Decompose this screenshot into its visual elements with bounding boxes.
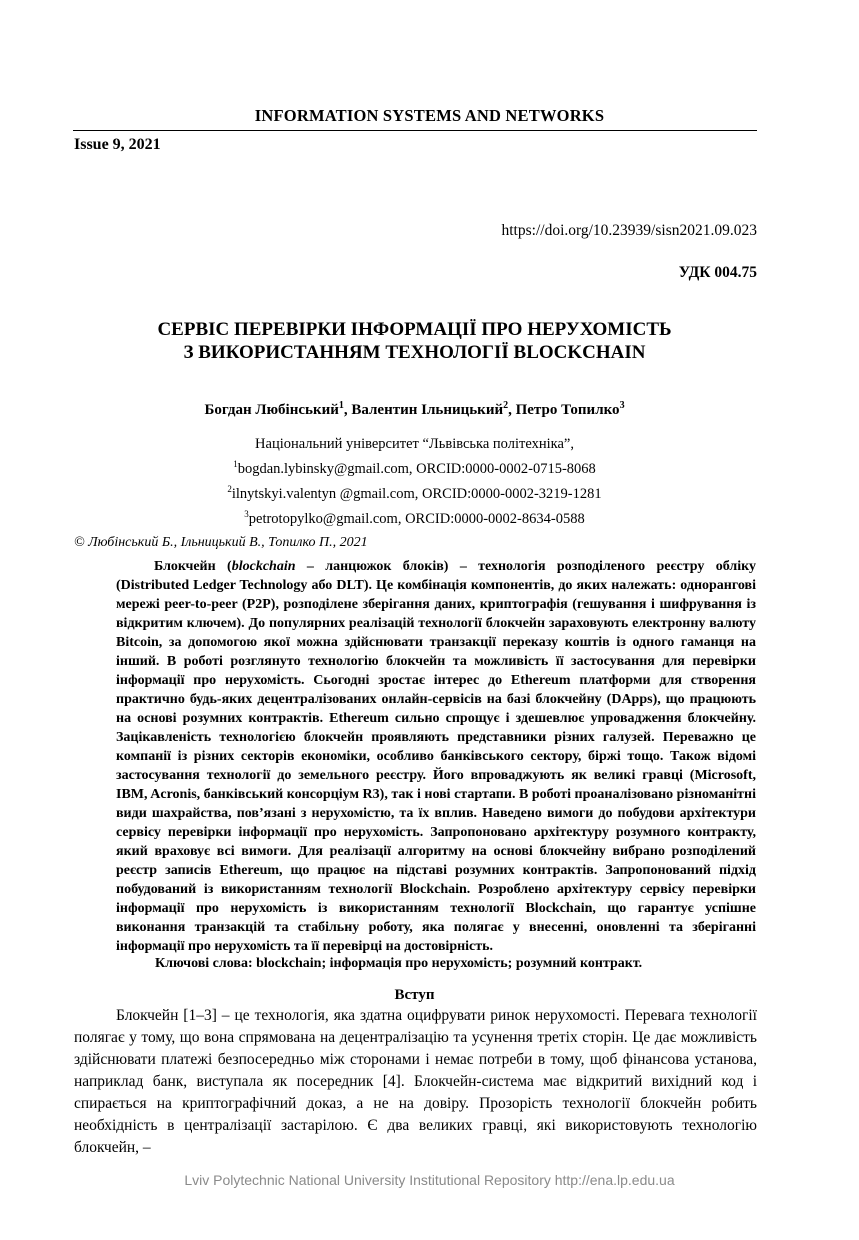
issue-label: Issue 9, 2021 xyxy=(74,136,161,153)
keywords: Ключові слова: blockchain; інформація про нерухомість; розумний контракт. xyxy=(155,956,643,971)
contact-text[interactable]: ilnytskyi.valentyn @gmail.com, ORCID:0000-0002-3219-1281 xyxy=(231,485,602,502)
doi-link[interactable]: https://doi.org/10.23939/sisn2021.09.023 xyxy=(501,222,757,239)
author-name: Валентин Ільницький xyxy=(351,402,504,418)
author-separator: , xyxy=(508,402,516,418)
copyright-notice: © Любінський Б., Ільницький В., Топилко П., 2021 xyxy=(74,535,368,550)
university-name: Національний університет “Львівська політехніка”, xyxy=(255,436,574,452)
author-affil-number: 1 xyxy=(338,400,344,411)
intro-paragraph: Блокчейн [1–3] – це технологія, яка здатна оцифрувати ринок нерухомості. Перевага технології полягає у тому, що вона спрямована на децентралізацію та усунення третіх сторін. Це дає можливість здійснювати платежі безпосередньо між сторонами і немає потреби в тому, щоб фінансова установа, наприклад банк, виступала як посередник [4]. Блокчейн-система має відкритий вихідний код і спирається на криптографічний доказ, а не на довіру. Прозорість технології блокчейн робить необхідність в централізації застарілою. Є два великих гравці, які використовують технологію блокчейн, – xyxy=(74,1007,757,1156)
author-separator: , xyxy=(343,402,352,418)
udk-code: УДК 004.75 xyxy=(678,264,757,281)
author-list xyxy=(0,400,829,419)
contact-number: 2 xyxy=(227,483,232,494)
repository-footer[interactable]: Lviv Polytechnic National University Institutional Repository http://ena.lp.edu.ua xyxy=(184,1172,675,1188)
abstract-text: – ланцюжок блоків) – технологія розподіленого реєстру обліку (Distributed Ledger Technology або DLT). Це комбінація компонентів, до яких належать: однорангові мережі peer-to-peer (P2P), розподілене зберігання даних, криптографія (гешування і шифрування із відкритим ключем). До популярних реалізацій технології блокчейн зараховують електронну валюту Bitcoin, за допомогою якої можна здійснювати транзакції переказу коштів із одного гаманця на інший. В роботі розглянуто технологію блокчейн та можливість її застосування для перевірки інформації про нерухомість. Сьогодні зростає інтерес до Ethereum платформи для створення практично будь-яких децентралізованих онлайн-сервісів на базі блокчейну (DApps), що працюють на основі розумних контрактів. Ethereum сильно спрощує і здешевлює упровадження блокчейну. Зацікавленість технологією блокчейн проявляють представники різних галузей. Переважно це компанії із різних секторів економіки, особливо банківського сектору, біржі тощо. Також відомі застосування технології до земельного реєстру. Його впроваджують як великі гравці (Microsoft, IBM, Acronis, банківський консорціум R3), так і нові стартапи. В роботі проаналізовано різноманітні види шахрайства, пов’язані з нерухомістю, та їх вплив. Наведено вимоги до побудови архітектури сервісу перевірки інформації про нерухомість. Запропоновано архітектуру розумного контракту, який враховує всі вимоги. Для реалізації алгоритму на основі блокчейну вибрано розподілений реєстр записів Ethereum, що працює на підставі розумних контрактів. Запропонований підхід побудований із використанням технології Blockchain. Розроблено архітектуру сервісу перевірки інформації про нерухомість із використанням технології Blockchain, що гарантує успішне виконання транзакцій та стабільну роботу, яка полягає у внесенні, оновленні та зберіганні інформації про нерухомість та її перевірці на достовірність. xyxy=(116,559,756,954)
abstract-term: Блокчейн ( xyxy=(154,559,232,574)
journal-header: INFORMATION SYSTEMS AND NETWORKS xyxy=(254,106,605,125)
author-contact xyxy=(0,479,829,504)
author-name: Петро Топилко xyxy=(515,402,620,418)
abstract-term-italic: blockchain xyxy=(231,559,296,574)
title-line-2: З ВИКОРИСТАННЯМ ТЕХНОЛОГІЇ BLOCKCHAIN xyxy=(183,342,646,363)
abstract xyxy=(116,557,756,956)
contact-text[interactable]: bogdan.lybinsky@gmail.com, ORCID:0000-0002-0715-8068 xyxy=(237,460,596,477)
contact-number: 1 xyxy=(233,459,238,469)
contact-text[interactable]: petrotopylko@gmail.com, ORCID:0000-0002-8634-0588 xyxy=(248,510,585,527)
author-contact xyxy=(0,504,829,529)
paper-title xyxy=(0,318,829,364)
author-affil-number: 3 xyxy=(619,400,625,411)
section-heading: Вступ xyxy=(394,987,435,1003)
contact-number: 3 xyxy=(244,508,249,519)
title-line-1: СЕРВІС ПЕРЕВІРКИ ІНФОРМАЦІЇ ПРО НЕРУХОМІСТЬ xyxy=(157,319,672,340)
author-contact xyxy=(0,454,829,479)
affiliation-block xyxy=(0,434,829,528)
author-name: Богдан Любінський xyxy=(204,402,339,418)
author-affil-number: 2 xyxy=(503,400,509,411)
header-rule xyxy=(73,130,757,131)
